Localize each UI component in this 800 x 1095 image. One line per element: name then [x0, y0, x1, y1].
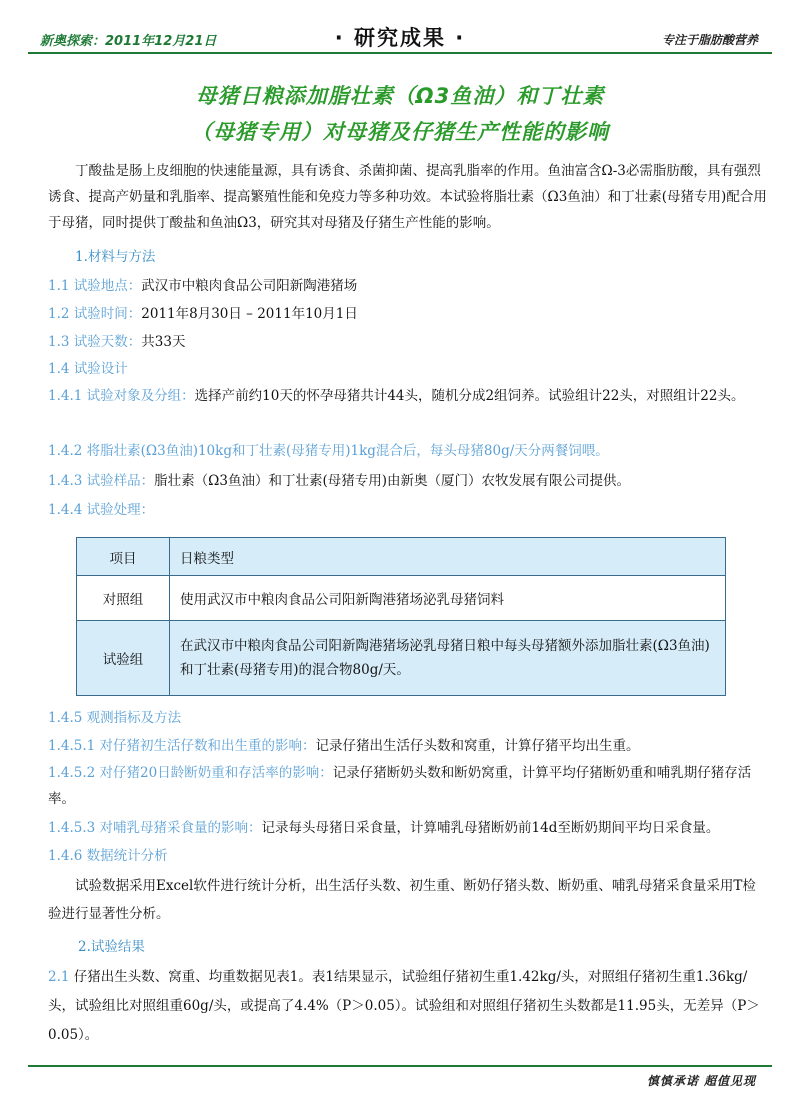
header-slogan: 专注于脂肪酸营养 [661, 33, 758, 47]
section-1-4-3-text: 脂壮素（Ω3鱼油）和丁壮素(母猪专用)由新奥（厦门）农牧发展有限公司提供。 [154, 473, 630, 489]
section-1-4-5-heading: 1.4.5 观测指标及方法 [48, 710, 182, 726]
diet-table [76, 537, 726, 696]
section-1-4-5-1-label: 1.4.5.1 对仔猪初生活仔数和出生重的影响： [48, 738, 316, 754]
section-1-4-6-text: 试验数据采用Excel软件进行统计分析，出生活仔头数、初生重、断奶仔猪头数、断奶重、哺乳母猪采食量采用T检验进行显著性分析。 [48, 878, 756, 922]
table-cell: 试验组 [77, 621, 170, 696]
section-1-4-5-1-text: 记录仔猪出生活仔头数和窝重，计算仔猪平均出生重。 [315, 738, 640, 754]
table-header-cell: 日粮类型 [170, 538, 726, 576]
section-1-4-5-2-label: 1.4.5.2 对仔猪20日龄断奶重和存活率的影响： [48, 765, 333, 781]
header-section-title: · 研究成果 · [334, 26, 466, 50]
table-row [77, 576, 726, 621]
section-1-4-2: 1.4.2 将脂壮素(Ω3鱼油)10kg和丁壮素(母猪专用)1kg混合后，每头母猪80g/天分两餐饲喂。 [48, 443, 609, 459]
section-1-4-3 [48, 468, 768, 494]
section-2-1 [48, 963, 768, 1050]
table-cell: 在武汉市中粮肉食品公司阳新陶港猪场泌乳母猪日粮中每头母猪额外添加脂壮素(Ω3鱼油)和丁壮素(母猪专用)的混合物80g/天。 [170, 621, 726, 696]
section-1-4-1-label: 1.4.1 试验对象及分组： [48, 388, 195, 404]
table-header-cell: 项目 [77, 538, 170, 576]
section-1-4-5-2-text: 记录仔猪断奶头数和断奶窝重，计算平均仔猪断奶重和哺乳期仔猪存活率。 [48, 765, 752, 807]
table-cell: 对照组 [77, 576, 170, 621]
section-1-1 [48, 273, 768, 299]
section-1-3-label: 1.3 试验天数： [48, 334, 142, 350]
section-1-4-5-3-text: 记录每头母猪日采食量，计算哺乳母猪断奶前14d至断奶期间平均日采食量。 [261, 820, 720, 836]
section-1-4-5-2 [48, 760, 768, 812]
section-1-4-6-heading: 1.4.6 数据统计分析 [48, 848, 168, 864]
section-1-4-4-heading: 1.4.4 试验处理： [48, 502, 155, 518]
header-date: 新奥探索：2011年12月21日 [40, 34, 217, 49]
table-cell: 使用武汉市中粮肉食品公司阳新陶港猪场泌乳母猪饲料 [170, 576, 726, 621]
table-row [77, 621, 726, 696]
table-header-row [77, 538, 726, 576]
article-title-line2: （母猪专用）对母猪及仔猪生产性能的影响 [191, 120, 609, 144]
section-2-heading: 2.试验结果 [78, 939, 145, 955]
section-1-3 [48, 329, 768, 355]
section-1-1-text: 武汉市中粮肉食品公司阳新陶港猪场 [141, 278, 358, 294]
section-2-1-label: 2.1 [48, 969, 70, 985]
section-1-1-label: 1.1 试验地点： [48, 278, 142, 294]
section-1-4-5-3 [48, 815, 768, 841]
section-1-4-1-text: 选择产前约10天的怀孕母猪共计44头，随机分成2组饲养。试验组计22头，对照组计22头。 [194, 388, 745, 404]
section-1-2-text: 2011年8月30日 – 2011年10月1日 [141, 306, 358, 322]
intro-paragraph: 丁酸盐是肠上皮细胞的快速能量源，具有诱食、杀菌抑菌、提高乳脂率的作用。鱼油富含Ω-3必需脂肪酸，具有强烈诱食、提高产奶量和乳脂率、提高繁殖性能和免疫力等多种功效。本试验将脂壮素（Ω3鱼油）和丁壮素(母猪专用)配合用于母猪，同时提供丁酸盐和鱼油Ω3，研究其对母猪及仔猪生产性能的影响。 [48, 163, 767, 231]
section-1-heading: 1.材料与方法 [75, 249, 156, 265]
footer-divider [28, 1065, 772, 1067]
section-1-2 [48, 301, 768, 327]
footer-slogan: 慎慎承诺 超值见现 [646, 1074, 756, 1088]
article-title-line1: 母猪日粮添加脂壮素（Ω3鱼油）和丁壮素 [195, 84, 605, 108]
header-divider [28, 52, 772, 54]
section-1-4-heading: 1.4 试验设计 [48, 361, 128, 377]
section-2-1-text: 仔猪出生头数、窝重、均重数据见表1。表1结果显示，试验组仔猪初生重1.42kg/头，对照组仔猪初生重1.36kg/头，试验组比对照组重60g/头，或提高了4.4%（P＞0.05）。试验组和对照组仔猪初生头数都是11.95头，无差异（P＞0.05）。 [48, 969, 760, 1043]
section-1-3-text: 共33天 [141, 334, 186, 350]
section-1-2-label: 1.2 试验时间： [48, 306, 142, 322]
section-1-4-3-label: 1.4.3 试验样品： [48, 473, 155, 489]
section-1-4-5-3-label: 1.4.5.3 对哺乳母猪采食量的影响： [48, 820, 262, 836]
section-1-4-5-1 [48, 733, 768, 759]
section-1-4-1 [48, 383, 768, 409]
